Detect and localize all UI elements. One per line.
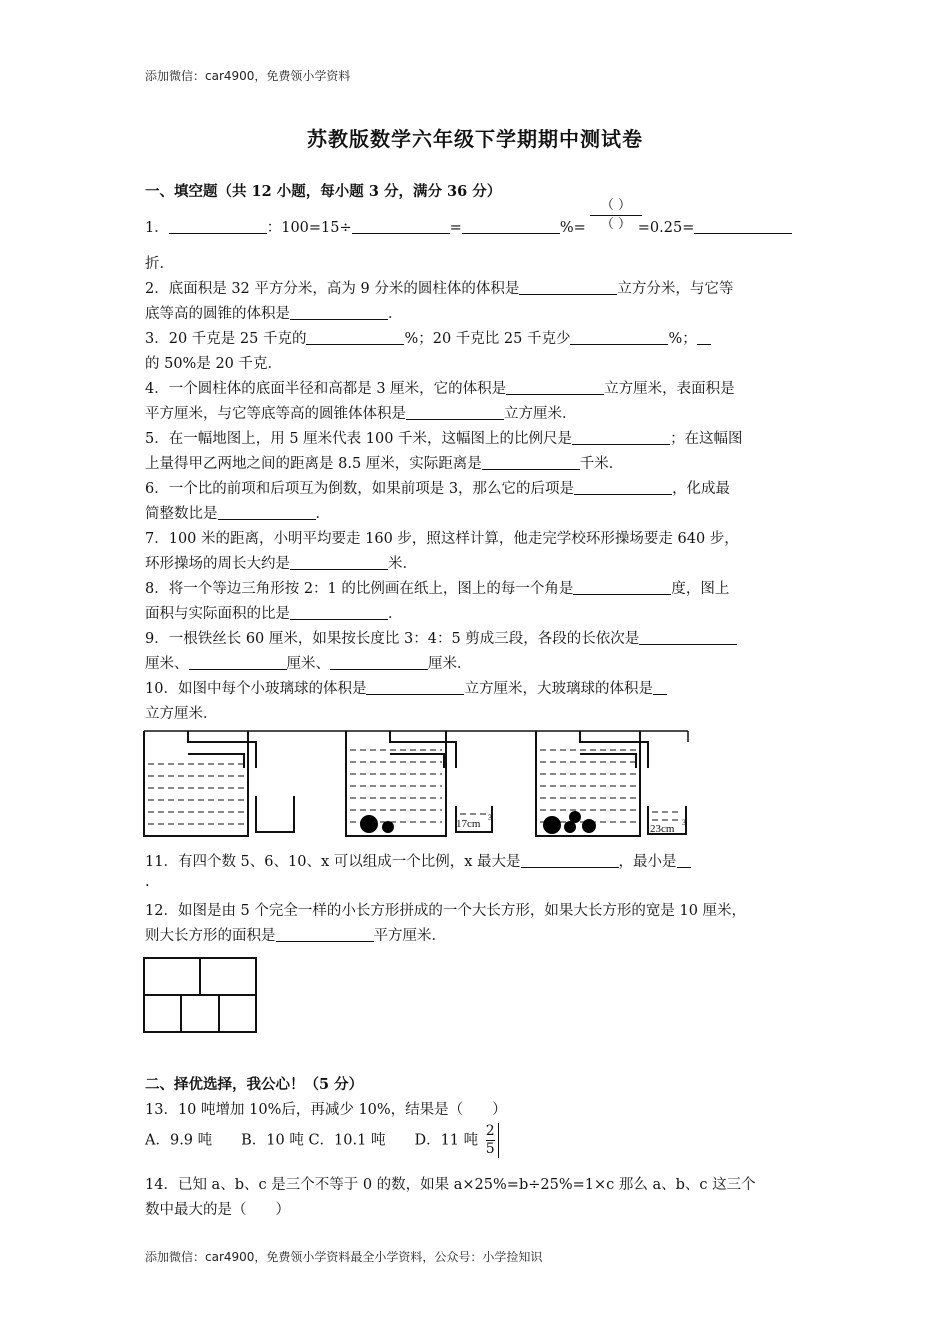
answer-blank[interactable] <box>653 680 667 695</box>
answer-blank[interactable] <box>290 305 388 320</box>
q5-line-2: 上量得甲乙两地之间的距离是 8.5 厘米，实际距离是 千米． <box>145 456 624 472</box>
q8-line-2: 面积与实际面积的比是 ． <box>145 606 403 622</box>
answer-blank[interactable] <box>169 219 267 234</box>
answer-blank[interactable] <box>694 219 792 234</box>
answer-blank[interactable] <box>189 655 287 670</box>
answer-blank[interactable] <box>290 555 388 570</box>
q7-line-1: 7．100 米的距离，小明平均要走 160 步，照这样计算，他走完学校环形操场要走 640 步， <box>145 531 739 547</box>
answer-blank[interactable] <box>276 927 374 942</box>
q10-line-2: 立方厘米． <box>145 706 218 722</box>
section-1-title: 一、填空题（共 12 小题，每小题 3 分，满分 36 分） <box>145 183 502 200</box>
q4-line-2: 平方厘米，与它等底等高的圆锥体体积是 立方厘米． <box>145 406 577 422</box>
q2-line-1: 2．底面积是 32 平方分米，高为 9 分米的圆柱体的体积是 立方分米，与它等 <box>145 281 734 297</box>
q13-fraction: $\frac{2}{5}$ <box>483 1123 499 1158</box>
section-2-title: 二、择优选择，我公心！（5 分） <box>145 1076 364 1093</box>
q1-line-1: 1． ：100=15÷ = %= =0.25= <box>145 216 792 237</box>
beaker-label-23: 23cm <box>650 823 675 835</box>
q11-line-1: 11．有四个数 5、6、10、x 可以组成一个比例，x 最大是 ，最小是 <box>145 850 691 871</box>
q14-line-1: 14．已知 a、b、c 是三个不等于 0 的数，如果 a×25%=b÷25%=1×c 那么 a、b、c 这三个 <box>145 1177 756 1193</box>
q6-line-2: 简整数比是 ． <box>145 506 330 522</box>
answer-blank[interactable] <box>366 680 464 695</box>
q9-line-2: 厘米、 厘米、 厘米． <box>145 656 472 672</box>
q10-beakers-figure <box>140 728 692 840</box>
answer-blank[interactable] <box>218 505 316 520</box>
answer-blank[interactable] <box>521 853 619 868</box>
answer-blank[interactable] <box>330 655 428 670</box>
beaker-label-17-exp: 3 <box>488 813 492 822</box>
beaker-label-17: 17cm <box>456 818 481 830</box>
page-title: 苏教版数学六年级下学期期中测试卷 <box>307 127 643 151</box>
answer-blank[interactable] <box>352 219 450 234</box>
q3-line-2: 的 50%是 20 千克． <box>145 356 283 372</box>
answer-blank[interactable] <box>573 580 671 595</box>
answer-blank[interactable] <box>574 480 672 495</box>
footer-note: 添加微信：car4900，免费领小学资料最全小学资料，公众号：小学捡知识 <box>145 1250 543 1264</box>
answer-blank[interactable] <box>570 330 668 345</box>
q12-line-2: 则大长方形的面积是 平方厘米． <box>145 928 446 944</box>
q8-line-1: 8．将一个等边三角形按 2：1 的比例画在纸上，图上的每一个角是 度，图上 <box>145 581 730 597</box>
answer-blank[interactable] <box>406 405 504 420</box>
q3-line-1: 3．20 千克是 25 千克的 %；20 千克比 25 千克少 %； <box>145 327 711 348</box>
answer-blank[interactable] <box>306 330 404 345</box>
answer-blank[interactable] <box>519 280 617 295</box>
q13-stem: 13．10 吨增加 10%后，再减少 10%，结果是（ ） <box>145 1102 507 1118</box>
q2-line-2: 底等高的圆锥的体积是 ． <box>145 306 403 322</box>
q1-fraction[interactable]: （ ） （ ） <box>590 197 642 234</box>
q13-options: A．9.9 吨 B．10 吨 C．10.1 吨 D．11 吨 $\frac{2}{5}$ <box>145 1123 499 1158</box>
answer-blank[interactable] <box>639 630 737 645</box>
q10-line-1: 10．如图中每个小玻璃球的体积是 立方厘米，大玻璃球的体积是 <box>145 677 667 698</box>
q5-line-1: 5．在一幅地图上，用 5 厘米代表 100 千米，这幅图上的比例尺是 ；在这幅图 <box>145 431 743 447</box>
q12-line-1: 12．如图是由 5 个完全一样的小长方形拼成的一个大长方形，如果大长方形的宽是 10 厘米， <box>145 903 747 919</box>
answer-blank[interactable] <box>482 455 580 470</box>
q1-line-2: 折． <box>145 256 174 272</box>
answer-blank[interactable] <box>506 380 604 395</box>
q6-line-1: 6．一个比的前项和后项互为倒数，如果前项是 3，那么它的后项是 ，化成最 <box>145 481 731 497</box>
q7-line-2: 环形操场的周长大约是 米． <box>145 556 417 572</box>
answer-blank[interactable] <box>572 430 670 445</box>
q12-rectangles-figure <box>142 956 258 1034</box>
answer-blank[interactable] <box>677 853 691 868</box>
answer-blank[interactable] <box>697 330 711 345</box>
q9-line-1: 9．一根铁丝长 60 厘米，如果按长度比 3：4：5 剪成三段，各段的长依次是 <box>145 627 737 648</box>
header-note: 添加微信：car4900，免费领小学资料 <box>145 69 351 83</box>
q14-line-2: 数中最大的是（ ） <box>145 1202 290 1218</box>
beaker-label-23-exp: 3 <box>682 818 686 827</box>
q11-line-2: . <box>145 874 150 890</box>
q4-line-1: 4．一个圆柱体的底面半径和高都是 3 厘米，它的体积是 立方厘米，表面积是 <box>145 381 735 397</box>
answer-blank[interactable] <box>462 219 560 234</box>
answer-blank[interactable] <box>290 605 388 620</box>
